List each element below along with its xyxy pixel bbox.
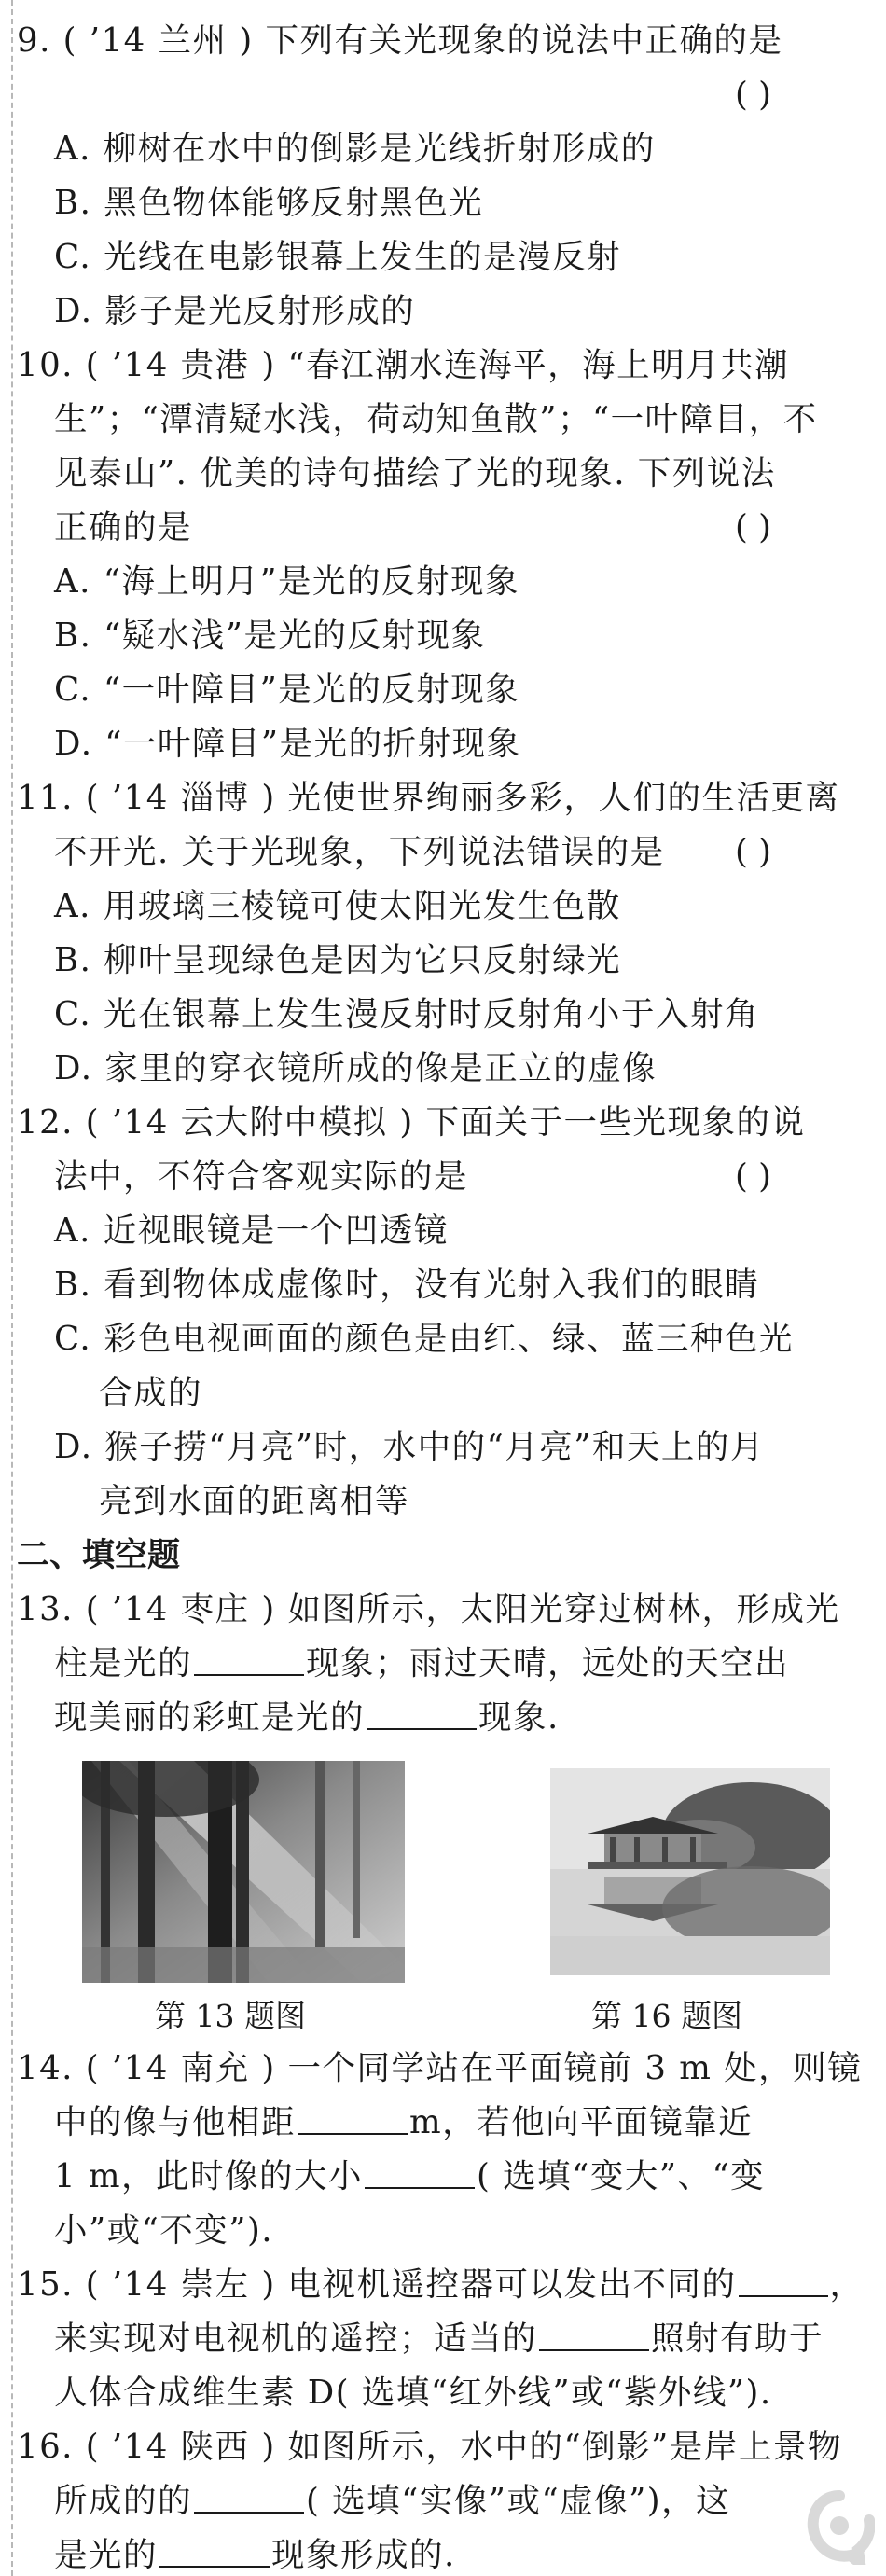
fig16-caption: 第 16 题图 [591, 1998, 742, 2034]
fig16-pavilion-reflection-photo [550, 1768, 830, 1975]
q11-stem-line1: 11. ( ’14 淄博 ) 光使世界绚丽多彩，人们的生活更离 [17, 779, 840, 817]
q13-stem-line3: 现美丽的彩虹是光的 现象. [54, 1698, 560, 1737]
fig13-caption: 第 13 题图 [155, 1998, 306, 2034]
q12-option-b: B. 看到物体成虚像时，没有光射入我们的眼睛 [54, 1266, 760, 1304]
q14-stem-line2: 中的像与他相距 m，若他向平面镜靠近 [54, 2103, 754, 2141]
fig13-forest-sunbeams-photo [82, 1761, 405, 1983]
q15-blank-2[interactable] [539, 2320, 649, 2351]
section-fill-in-title: 二、填空题 [17, 1537, 181, 1574]
corner-logo-icon [804, 2490, 875, 2565]
q11-option-b: B. 柳叶呈现绿色是因为它只反射绿光 [54, 941, 622, 979]
q12-option-a: A. 近视眼镜是一个凹透镜 [54, 1212, 449, 1250]
q14-stem-line3: 1 m，此时像的大小 ( 选填“变大”、“变 [54, 2157, 766, 2195]
q13-stem-line2: 柱是光的 现象；雨过天晴，远处的天空出 [54, 1644, 790, 1683]
q13-blank-1[interactable] [194, 1644, 304, 1676]
q10-option-a: A. “海上明月”是光的反射现象 [54, 562, 520, 601]
q16-blank-2[interactable] [159, 2536, 270, 2568]
q10-stem-line1: 10. ( ’14 贵港 ) “春江潮水连海平，海上明月共潮 [17, 346, 790, 384]
q11-option-c: C. 光在银幕上发生漫反射时反射角小于入射角 [54, 995, 759, 1033]
q12-answer-paren: ( ) [735, 1157, 771, 1196]
q15-stem-line1: 15. ( ’14 崇左 ) 电视机遥控器可以发出不同的 ， [17, 2265, 865, 2304]
q10-option-b: B. “疑水浅”是光的反射现象 [54, 616, 486, 655]
q9-option-c: C. 光线在电影银幕上发生的是漫反射 [54, 238, 621, 276]
q11-answer-paren: ( ) [735, 833, 771, 871]
q12-option-c-line2: 合成的 [99, 1374, 203, 1412]
q12-option-c-line1: C. 彩色电视画面的颜色是由红、绿、蓝三种色光 [54, 1320, 794, 1358]
q9-answer-paren: ( ) [735, 76, 771, 114]
q12-option-d-line2: 亮到水面的距离相等 [99, 1482, 410, 1520]
q9-option-b: B. 黑色物体能够反射黑色光 [54, 184, 484, 222]
q9-stem: 9. ( ’14 兰州 ) 下列有关光现象的说法中正确的是 [17, 21, 783, 60]
q10-option-c: C. “一叶障目”是光的反射现象 [54, 671, 520, 709]
q10-stem-line4: 正确的是 [54, 508, 193, 547]
q9-option-a: A. 柳树在水中的倒影是光线折射形成的 [54, 130, 656, 168]
q13-stem-line1: 13. ( ’14 枣庄 ) 如图所示，太阳光穿过树林，形成光 [17, 1590, 840, 1628]
q11-option-d: D. 家里的穿衣镜所成的像是正立的虚像 [54, 1049, 658, 1087]
q14-blank-2[interactable] [365, 2157, 475, 2189]
q10-option-d: D. “一叶障目”是光的折射现象 [54, 725, 521, 763]
q12-stem-line1: 12. ( ’14 云大附中模拟 ) 下面关于一些光现象的说 [17, 1103, 806, 1142]
page-margin-dashed-line [11, 0, 13, 2576]
q16-stem-line3: 是光的 现象形成的. [54, 2536, 456, 2574]
q15-stem-line3: 人体合成维生素 D( 选填“红外线”或“紫外线”). [54, 2374, 772, 2412]
q15-stem-line2: 来实现对电视机的遥控；适当的 照射有助于 [54, 2320, 824, 2358]
q16-blank-1[interactable] [194, 2482, 304, 2514]
q11-stem-line2: 不开光. 关于光现象，下列说法错误的是 [54, 833, 665, 871]
q16-stem-line2: 所成的的 ( 选填“实像”或“虚像”)，这 [54, 2482, 731, 2520]
q12-option-d-line1: D. 猴子捞“月亮”时，水中的“月亮”和天上的月 [54, 1428, 765, 1466]
q16-stem-line1: 16. ( ’14 陕西 ) 如图所示，水中的“倒影”是岸上景物 [17, 2428, 842, 2466]
q10-answer-paren: ( ) [735, 508, 771, 547]
q15-blank-1[interactable] [739, 2265, 828, 2297]
q14-stem-line1: 14. ( ’14 南充 ) 一个同学站在平面镜前 3 m 处，则镜 [17, 2049, 863, 2087]
q11-option-a: A. 用玻璃三棱镜可使太阳光发生色散 [54, 887, 621, 925]
q10-stem-line3: 见泰山”. 优美的诗句描绘了光的现象. 下列说法 [54, 454, 776, 492]
q12-stem-line2: 法中，不符合客观实际的是 [54, 1157, 469, 1196]
q13-blank-2[interactable] [367, 1698, 477, 1730]
q10-stem-line2: 生”；“潭清疑水浅，荷动知鱼散”；“一叶障目，不 [54, 400, 818, 438]
exam-page [17, 0, 877, 2576]
q14-blank-1[interactable] [298, 2103, 408, 2135]
q14-stem-line4: 小”或“不变”). [54, 2211, 274, 2250]
q9-option-d: D. 影子是光反射形成的 [54, 292, 416, 330]
